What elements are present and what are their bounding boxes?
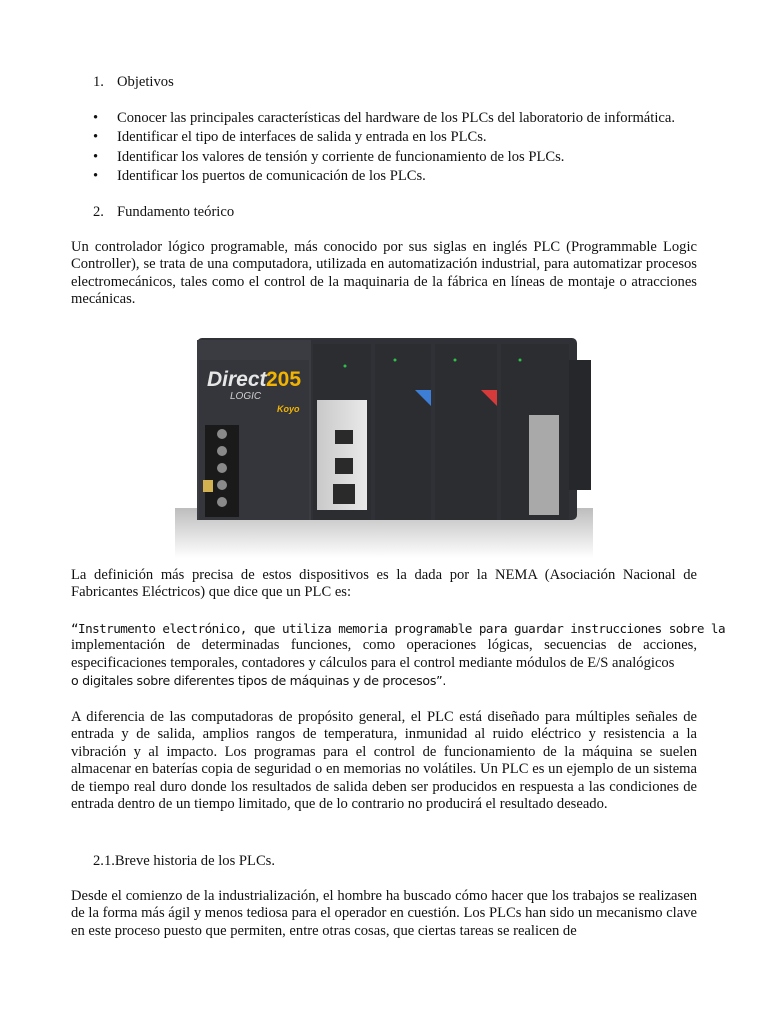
section-title: Objetivos: [117, 74, 174, 90]
quote-line: implementación de determinadas funciones, como operaciones lógicas, secuencias de acciones,: [71, 637, 697, 654]
list-item: • Conocer las principales características del hardware de los PLCs del laboratorio de informática.: [93, 110, 675, 126]
section-heading-objetivos: [93, 74, 174, 91]
bullet-icon: •: [93, 148, 99, 165]
list-item: • Identificar los valores de tensión y corriente de funcionamiento de los PLCs.: [93, 148, 565, 165]
paragraph-intro: Un controlador lógico programable, más conocido por sus siglas en inglés PLC (Programmable Logic Controller), se trata de una computadora, utilizada en automatización industrial, para automatizar procesos electromecánicos, tales como el control de la maquinaria de la fábrica en líneas de montaje o atracciones mecánicas.: [71, 239, 697, 308]
section-heading-fundamento: [93, 204, 234, 221]
paragraph-history: Desde el comienzo de la industrialización, el hombre ha buscado cómo hacer que los trabajos se realizasen de la forma más ágil y menos tediosa para el operador en cuestión. Los PLCs han sido un mecanismo clave en este proceso puesto que permiten, entre otras cosas, que ciertas tareas se realicen de: [71, 888, 697, 939]
list-item: • Identificar el tipo de interfaces de salida y entrada en los PLCs.: [93, 129, 487, 146]
section-number: 2.: [93, 204, 104, 220]
bullet-icon: •: [93, 167, 99, 184]
paragraph-differences: A diferencia de las computadoras de propósito general, el PLC está diseñado para múltiples señales de entrada y de salida, amplios rangos de temperatura, inmunidad al ruido eléctrico y resistencia a la vibración y al impacto. Los programas para el control de funcionamiento de la máquina se suelen almacenar en baterías copia de seguridad o en memorias no volátiles. Un PLC es un ejemplo de un sistema de tiempo real duro donde los resultados de salida deben ser producidos en respuesta a las condiciones de entrada dentro de un tiempo limitado, que de lo contrario no producirá el resultado deseado.: [71, 709, 697, 813]
brand-label: Direct: [207, 368, 267, 391]
section-number: 2.1.: [93, 853, 115, 869]
bullet-icon: •: [93, 110, 99, 126]
section-heading-historia: [93, 853, 275, 870]
section-number: 1.: [93, 74, 104, 90]
quote-line: especificaciones temporales, contadores y cálculos para el control mediante módulos de E/S analógicos: [71, 654, 675, 671]
quote-line: o digitales sobre diferentes tipos de máquinas y de procesos”.: [71, 673, 447, 689]
maker-logo: Koyo: [277, 404, 300, 414]
quote-line: “Instrumento electrónico, que utiliza memoria programable para guardar instrucciones sobre la: [71, 621, 725, 636]
plc-photo: [175, 330, 593, 558]
bullet-icon: •: [93, 129, 99, 146]
objectives-list: [93, 110, 675, 187]
logic-label: LOGIC: [230, 391, 262, 402]
section-title: Fundamento teórico: [117, 204, 235, 220]
paragraph-nema: La definición más precisa de estos dispositivos es la dada por la NEMA (Asociación Nacional de Fabricantes Eléctricos) que dice que un PLC es:: [71, 567, 697, 601]
list-item: • Identificar los puertos de comunicación de los PLCs.: [93, 167, 426, 184]
section-title: Breve historia de los PLCs.: [114, 853, 276, 869]
model-label: 205: [266, 368, 302, 391]
nema-quote: [71, 620, 725, 690]
